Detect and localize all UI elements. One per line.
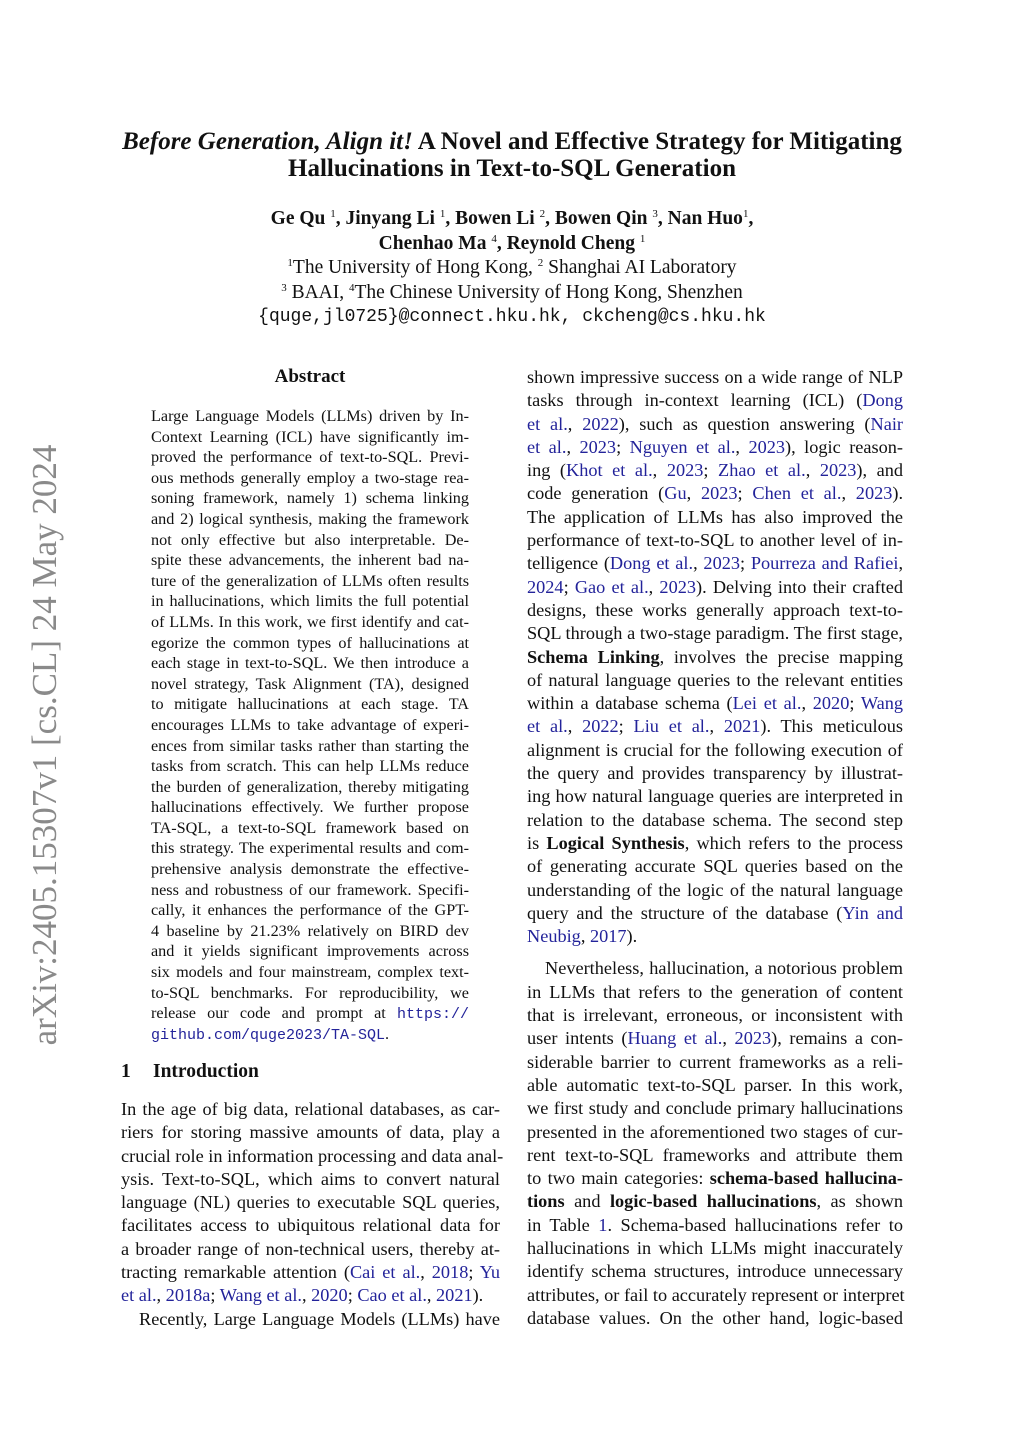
text-run: that is irrelevant, erroneous, or inconsistent with bbox=[527, 1005, 903, 1026]
text-line bbox=[151, 530, 469, 551]
text-run: we first study and conclude primary hallucinations bbox=[527, 1098, 903, 1119]
text-line bbox=[151, 427, 469, 448]
author-name: , Reynold Cheng bbox=[496, 233, 640, 254]
title-italic: Before Generation, Align it! bbox=[122, 128, 413, 155]
text-run: ). This meticulous bbox=[760, 716, 904, 737]
text-run: , bbox=[580, 926, 590, 947]
text-run: TA-SQL, a text-to-SQL framework based on bbox=[151, 818, 469, 837]
text-run: 4 baseline by 21.23% relatively on BIRD dev bbox=[151, 921, 469, 940]
citation-link[interactable]: 2023 bbox=[703, 553, 740, 574]
text-line bbox=[151, 838, 469, 859]
text-run: ing ( bbox=[527, 460, 567, 481]
citation-link[interactable]: Yin and bbox=[842, 902, 903, 923]
text-run: ). bbox=[472, 1285, 484, 1306]
text-line bbox=[151, 756, 469, 777]
text-run: ; bbox=[737, 483, 753, 504]
text-run: spite these advancements, the inherent bad na- bbox=[151, 551, 469, 570]
author-affiliation-mark: 4 bbox=[491, 233, 497, 245]
text-run: to mitigate hallucinations at each stage. TA bbox=[151, 695, 469, 714]
citation-link[interactable]: Wang bbox=[860, 693, 904, 714]
text-run: , bbox=[805, 460, 820, 481]
citation-link[interactable]: 2023 bbox=[855, 483, 893, 504]
text-run: in LLMs that refers to the generation of content bbox=[527, 981, 903, 1002]
text-run: . bbox=[385, 1024, 390, 1043]
citation-link[interactable]: et al. bbox=[527, 716, 568, 737]
text-line bbox=[527, 389, 903, 412]
text-run: egorize the common types of hallucinations at bbox=[151, 633, 469, 652]
text-line bbox=[527, 646, 903, 669]
text-run: of generating accurate SQL queries based on the bbox=[527, 856, 903, 877]
text-run: ), and bbox=[856, 460, 904, 481]
right-column-body bbox=[527, 366, 903, 1330]
title-line2: Hallucinations in Text-to-SQL Generation bbox=[288, 155, 736, 182]
text-line bbox=[527, 622, 903, 645]
author-name: , Bowen Qin bbox=[545, 208, 653, 229]
text-run: Context Learning (ICL) have significantly im- bbox=[151, 427, 469, 446]
text-run: , bbox=[426, 1285, 437, 1306]
text-run: ), such as question answering ( bbox=[618, 413, 871, 434]
affiliation: The University of Hong Kong, bbox=[292, 257, 538, 278]
text-line bbox=[527, 529, 903, 552]
text-run: ). Delving into their crafted bbox=[695, 576, 903, 597]
text-run: code generation ( bbox=[527, 483, 665, 504]
author-name: , Jinyang Li bbox=[335, 208, 440, 229]
text-run: the burden of generalization, thereby mitigating bbox=[151, 777, 469, 796]
text-run: attributes, or fail to accurately represent or interpret bbox=[527, 1284, 905, 1305]
text-run: crucial role in information processing and data anal- bbox=[121, 1145, 504, 1166]
text-line bbox=[151, 468, 469, 489]
text-run: ; bbox=[210, 1285, 220, 1306]
text-run: The application of LLMs has also improved the bbox=[527, 506, 903, 527]
text-run: the query and provides transparency by illustrat- bbox=[527, 763, 903, 784]
text-run: , bbox=[567, 716, 583, 737]
text-run: of LLMs. In this work, we first identify and cat- bbox=[151, 612, 469, 631]
text-run: Large Language Models (LLMs) driven by In- bbox=[151, 407, 469, 425]
author-name: , Bowen Li bbox=[445, 208, 540, 229]
citation-link[interactable]: 2022 bbox=[582, 716, 619, 737]
text-line bbox=[151, 591, 469, 612]
citation-link[interactable]: 2023 bbox=[819, 460, 857, 481]
affiliations bbox=[60, 256, 964, 305]
author-name: , Nan Huo bbox=[657, 208, 743, 229]
text-run: able automatic text-to-SQL parser. In this work, bbox=[527, 1074, 903, 1095]
text-run: language (NL) queries to executable SQL queries, bbox=[121, 1192, 500, 1213]
citation-link[interactable]: 2023 bbox=[659, 576, 696, 597]
text-line bbox=[151, 447, 469, 468]
text-run: , bbox=[898, 553, 904, 574]
citation-link[interactable]: Cao et al. bbox=[357, 1285, 427, 1306]
affiliation-mark: 4 bbox=[348, 281, 355, 294]
text-run: not only effective but also interpretable. De- bbox=[151, 530, 469, 549]
text-line bbox=[527, 599, 903, 622]
text-line bbox=[527, 482, 903, 505]
text-line bbox=[121, 1191, 500, 1214]
text-line bbox=[527, 1307, 903, 1330]
text-line bbox=[151, 983, 469, 1004]
bold-term: Logical Synthesis bbox=[546, 832, 685, 853]
affiliation: The Chinese University of Hong Kong, Shenzhen bbox=[354, 281, 743, 303]
text-line bbox=[151, 1003, 469, 1024]
text-line bbox=[121, 1238, 500, 1261]
text-run: Nevertheless, hallucination, a notorious problem bbox=[545, 958, 903, 979]
text-line bbox=[527, 1214, 903, 1237]
author-affiliation-mark: 1 bbox=[742, 208, 749, 220]
text-run: encourages LLMs to take advantage of experi- bbox=[151, 715, 469, 734]
citation-link[interactable]: 2024 bbox=[527, 576, 564, 597]
text-line bbox=[121, 1284, 500, 1307]
text-line bbox=[527, 1260, 903, 1283]
text-run: release our code and prompt at bbox=[151, 1004, 397, 1023]
text-run: ), remains a con- bbox=[771, 1028, 904, 1049]
section-heading-introduction bbox=[121, 1061, 259, 1083]
text-run: , bbox=[686, 483, 701, 504]
citation-link[interactable]: 2018a bbox=[165, 1285, 211, 1306]
left-column-body bbox=[121, 1098, 504, 1331]
text-line bbox=[121, 1308, 500, 1331]
text-run: , bbox=[693, 553, 704, 574]
text-run: ), logic reason- bbox=[785, 436, 904, 457]
citation-link[interactable]: 2018 bbox=[431, 1262, 469, 1283]
text-run: proved the performance of text-to-SQL. Previ- bbox=[151, 448, 469, 467]
text-run: In the age of big data, relational databases, as car- bbox=[121, 1099, 500, 1119]
affiliation-mark: 2 bbox=[537, 257, 544, 269]
text-run: , bbox=[652, 460, 667, 481]
text-run: performance of text-to-SQL to another level of in- bbox=[527, 530, 903, 551]
author-affiliation-mark: 3 bbox=[652, 208, 658, 220]
text-run: , bbox=[735, 436, 749, 457]
text-line bbox=[151, 612, 469, 633]
text-run: ; bbox=[563, 576, 575, 597]
text-run: , bbox=[648, 576, 660, 597]
text-run: six models and four mainstream, complex text- bbox=[151, 963, 469, 982]
author-list bbox=[60, 206, 964, 256]
text-line bbox=[527, 1027, 903, 1050]
text-line bbox=[527, 576, 903, 599]
citation-link[interactable]: 1 bbox=[598, 1214, 608, 1235]
author-name: , bbox=[748, 208, 754, 229]
citation-link[interactable]: Huang et al. bbox=[627, 1028, 723, 1049]
citation-link[interactable]: Cai et al. bbox=[349, 1262, 421, 1283]
text-line bbox=[527, 925, 903, 948]
text-run: ; bbox=[468, 1262, 480, 1283]
affiliation-mark: 3 bbox=[281, 281, 287, 294]
author-affiliation-mark: 1 bbox=[639, 233, 646, 245]
citation-link[interactable]: 2021 bbox=[436, 1285, 473, 1306]
text-run: ; bbox=[618, 716, 634, 737]
text-line bbox=[151, 1024, 469, 1045]
text-line bbox=[527, 1074, 903, 1097]
citation-link[interactable]: Dong et al. bbox=[609, 553, 694, 574]
text-line bbox=[527, 506, 903, 529]
text-line bbox=[527, 459, 903, 482]
citation-link[interactable]: 2023 bbox=[734, 1028, 772, 1049]
text-line bbox=[121, 1168, 500, 1191]
text-run: hallucinations effectively. We further propose bbox=[151, 798, 469, 817]
citation-link[interactable]: 2017 bbox=[589, 926, 627, 947]
text-run: relation to the database schema. The second step bbox=[527, 809, 903, 830]
text-run: , bbox=[156, 1285, 166, 1306]
abstract-heading: Abstract bbox=[274, 366, 346, 387]
text-run: soning framework, namely 1) schema linking bbox=[151, 489, 469, 508]
text-line bbox=[151, 653, 469, 674]
text-run: ; bbox=[347, 1285, 358, 1306]
text-run: tasks through in-context learning (ICL) ( bbox=[527, 390, 863, 411]
text-line bbox=[527, 692, 903, 715]
text-run: cally, it enhances the performance of the GPT- bbox=[151, 901, 469, 920]
text-line bbox=[151, 715, 469, 736]
text-run: ; bbox=[703, 460, 719, 481]
text-run: ous methods generally employ a two-stage rea- bbox=[151, 468, 469, 487]
text-line bbox=[151, 818, 469, 839]
text-line bbox=[527, 1167, 903, 1190]
text-run: , bbox=[801, 693, 813, 714]
text-run: , bbox=[841, 483, 856, 504]
text-line bbox=[121, 1261, 500, 1284]
text-run: ing how natural language queries are interpreted in bbox=[527, 786, 903, 807]
affiliation: Shanghai AI Laboratory bbox=[543, 257, 737, 278]
author-affiliation-mark: 1 bbox=[439, 208, 446, 220]
citation-link[interactable]: 2023 bbox=[700, 483, 738, 504]
title-line1: A Novel and Effective Strategy for Mitigating bbox=[412, 128, 902, 155]
affiliation-line-1 bbox=[60, 256, 964, 281]
text-run: prehensive analysis demonstrate the effective- bbox=[151, 860, 469, 879]
text-line bbox=[527, 1237, 903, 1260]
author-emails: {quge,jl0725}@connect.hku.hk, ckcheng@cs.hku.hk bbox=[258, 307, 766, 327]
text-line bbox=[121, 1121, 500, 1144]
text-run: ). bbox=[892, 483, 904, 504]
url-link[interactable]: https:// bbox=[396, 1006, 469, 1024]
text-line bbox=[151, 633, 469, 654]
text-line bbox=[527, 1051, 903, 1074]
section-number: 1 bbox=[121, 1061, 131, 1082]
citation-link[interactable]: Pourreza and Rafiei bbox=[750, 553, 899, 574]
text-run: Recently, Large Language Models (LLMs) have bbox=[139, 1308, 500, 1329]
text-run: each stage in text-to-SQL. We then introduce a bbox=[151, 654, 469, 673]
text-run: ). bbox=[626, 926, 638, 947]
text-run: ture of the generalization of LLMs often results bbox=[151, 571, 469, 590]
text-run: . Schema-based hallucinations refer to bbox=[607, 1214, 903, 1235]
citation-link[interactable]: Nair bbox=[870, 413, 903, 434]
text-run: ness and robustness of our framework. Specifi- bbox=[151, 880, 469, 899]
abstract-body bbox=[151, 406, 469, 1044]
text-run: identify schema structures, introduce unnecessary bbox=[527, 1261, 903, 1282]
arxiv-identifier: arXiv:2405.15307v1 [cs.CL] 24 May 2024 bbox=[25, 444, 64, 1046]
text-run: , bbox=[722, 1028, 735, 1049]
text-run: , bbox=[566, 436, 580, 457]
citation-link[interactable]: Khot et al. bbox=[566, 460, 653, 481]
text-line bbox=[527, 1144, 903, 1167]
bold-term: schema-based hallucina- bbox=[709, 1168, 904, 1189]
author-affiliation-mark: 1 bbox=[330, 208, 336, 220]
text-line bbox=[151, 900, 469, 921]
citation-link[interactable]: 2023 bbox=[748, 436, 786, 457]
text-run: query and the structure of the database ( bbox=[527, 902, 843, 923]
text-line bbox=[121, 1098, 500, 1121]
citation-link[interactable]: 2021 bbox=[723, 716, 761, 737]
affiliation: BAAI, bbox=[286, 281, 349, 303]
text-run: and 2) logical synthesis, making the framework bbox=[151, 509, 469, 528]
text-line bbox=[121, 1214, 500, 1237]
citation-link[interactable]: Chen et al. bbox=[752, 483, 842, 504]
citation-link[interactable]: et al. bbox=[121, 1285, 157, 1306]
affiliation-line-2 bbox=[60, 281, 964, 306]
text-run: , which refers to the process bbox=[684, 832, 903, 853]
paper-title bbox=[60, 128, 964, 182]
author-affiliation-mark: 2 bbox=[539, 208, 546, 220]
citation-link[interactable]: Gu bbox=[664, 483, 687, 504]
citation-link[interactable]: Lei et al. bbox=[732, 693, 802, 714]
citation-link[interactable]: 2023 bbox=[666, 460, 704, 481]
text-run: SQL through a two-stage paradigm. The first stage, bbox=[527, 623, 903, 644]
text-line bbox=[527, 762, 903, 785]
text-line bbox=[151, 674, 469, 695]
text-line bbox=[527, 366, 903, 389]
text-line bbox=[527, 1004, 903, 1027]
text-line bbox=[527, 855, 903, 878]
citation-link[interactable]: Neubig bbox=[527, 926, 581, 947]
text-line bbox=[527, 552, 903, 575]
text-run: ; bbox=[616, 436, 630, 457]
text-line bbox=[151, 921, 469, 942]
bold-term: logic-based hallucinations bbox=[609, 1191, 817, 1212]
text-line bbox=[527, 413, 903, 436]
citation-link[interactable]: et al. bbox=[527, 413, 568, 434]
text-line bbox=[527, 739, 903, 762]
text-line bbox=[151, 571, 469, 592]
text-run: riers for storing massive amounts of data, play a bbox=[121, 1122, 500, 1143]
citation-link[interactable]: Dong bbox=[862, 390, 903, 411]
text-line bbox=[151, 880, 469, 901]
text-run: alignment is crucial for the following execution of bbox=[527, 739, 903, 760]
section-title: Introduction bbox=[153, 1061, 259, 1082]
text-line bbox=[151, 777, 469, 798]
text-run: , involves the precise mapping bbox=[659, 646, 903, 667]
text-run: presented in the aforementioned two stages of cur- bbox=[527, 1121, 903, 1142]
text-line bbox=[527, 981, 903, 1004]
text-line bbox=[527, 1121, 903, 1144]
text-run: of natural language queries to the relevant entities bbox=[527, 669, 903, 690]
text-run: ysis. Text-to-SQL, which aims to convert natural bbox=[121, 1168, 500, 1189]
text-line bbox=[527, 832, 903, 855]
citation-link[interactable]: Gao et al. bbox=[574, 576, 649, 597]
text-line bbox=[151, 941, 469, 962]
text-run: , bbox=[420, 1262, 432, 1283]
text-line bbox=[151, 488, 469, 509]
text-run: a broader range of non-technical users, thereby at- bbox=[121, 1238, 500, 1259]
text-line bbox=[151, 797, 469, 818]
text-run: ences from similar tasks rather than starting the bbox=[151, 736, 469, 755]
text-run: ; bbox=[739, 553, 751, 574]
text-run: this strategy. The experimental results and com- bbox=[151, 839, 469, 858]
text-run: to two main categories: bbox=[527, 1168, 710, 1189]
text-line bbox=[527, 785, 903, 808]
author-name: Ge Qu bbox=[270, 208, 331, 229]
text-run: siderable barrier to current frameworks as a reli- bbox=[527, 1051, 903, 1072]
text-line bbox=[527, 902, 903, 925]
text-line bbox=[151, 962, 469, 983]
text-run: facilitates access to ubiquitous relational data for bbox=[121, 1215, 500, 1236]
author-name: Chenhao Ma bbox=[378, 233, 492, 254]
text-run: , bbox=[709, 716, 724, 737]
text-line bbox=[527, 957, 903, 980]
text-run: within a database schema ( bbox=[527, 693, 733, 714]
url-link[interactable]: github.com/quge2023/TA-SQL bbox=[151, 1026, 386, 1044]
text-run: and it yields significant improvements across bbox=[151, 942, 469, 961]
citation-link[interactable]: 2023 bbox=[579, 436, 617, 457]
text-line bbox=[527, 669, 903, 692]
citation-link[interactable]: Yu bbox=[479, 1262, 501, 1283]
text-run: to-SQL benchmarks. For reproducibility, we bbox=[151, 983, 469, 1002]
text-line bbox=[151, 509, 469, 530]
text-run: ; bbox=[849, 693, 861, 714]
text-run: telligence ( bbox=[527, 553, 610, 574]
citation-link[interactable]: 2022 bbox=[582, 413, 619, 434]
text-run: designs, these works generally approach text-to- bbox=[527, 599, 903, 620]
text-run: novel strategy, Task Alignment (TA), designed bbox=[151, 674, 469, 693]
text-line bbox=[527, 715, 903, 738]
text-line bbox=[527, 879, 903, 902]
text-run: database values. On the other hand, logic-based bbox=[527, 1307, 903, 1328]
text-run: user intents ( bbox=[527, 1028, 628, 1049]
text-line bbox=[527, 809, 903, 832]
citation-link[interactable]: et al. bbox=[527, 436, 567, 457]
text-run: , as shown bbox=[816, 1191, 903, 1212]
citation-link[interactable]: 2020 bbox=[812, 693, 850, 714]
text-line bbox=[527, 1190, 903, 1213]
text-run: , bbox=[567, 413, 583, 434]
citation-link[interactable]: Zhao et al. bbox=[718, 460, 806, 481]
citation-link[interactable]: Liu et al. bbox=[633, 716, 710, 737]
text-run: , bbox=[301, 1285, 312, 1306]
text-line bbox=[151, 859, 469, 880]
bold-term: tions bbox=[527, 1191, 565, 1212]
text-run: in Table bbox=[527, 1214, 599, 1235]
text-run: rent text-to-SQL frameworks and attribute them bbox=[527, 1144, 903, 1165]
text-run: in hallucinations, which limits the full potential bbox=[151, 592, 469, 611]
text-run: is bbox=[527, 832, 547, 853]
text-run: hallucinations in which LLMs might inaccurately bbox=[527, 1237, 903, 1258]
affiliation-mark: 1 bbox=[287, 257, 293, 269]
text-run: tracting remarkable attention ( bbox=[121, 1262, 350, 1283]
text-run: and bbox=[564, 1191, 610, 1212]
bold-term: Schema Linking bbox=[527, 646, 660, 667]
text-line bbox=[527, 1097, 903, 1120]
citation-link[interactable]: 2020 bbox=[311, 1285, 348, 1306]
citation-link[interactable]: Wang et al. bbox=[219, 1285, 302, 1306]
text-run: understanding of the logic of the natural language bbox=[527, 879, 903, 900]
text-run: shown impressive success on a wide range of NLP bbox=[527, 367, 903, 387]
text-line bbox=[527, 436, 903, 459]
text-line bbox=[151, 736, 469, 757]
text-line bbox=[151, 694, 469, 715]
text-line bbox=[121, 1145, 504, 1168]
text-line bbox=[151, 406, 469, 427]
text-line bbox=[527, 1284, 903, 1307]
text-line bbox=[151, 550, 469, 571]
text-run: tasks from scratch. This can help LLMs reduce bbox=[151, 757, 469, 776]
citation-link[interactable]: Nguyen et al. bbox=[629, 436, 736, 457]
